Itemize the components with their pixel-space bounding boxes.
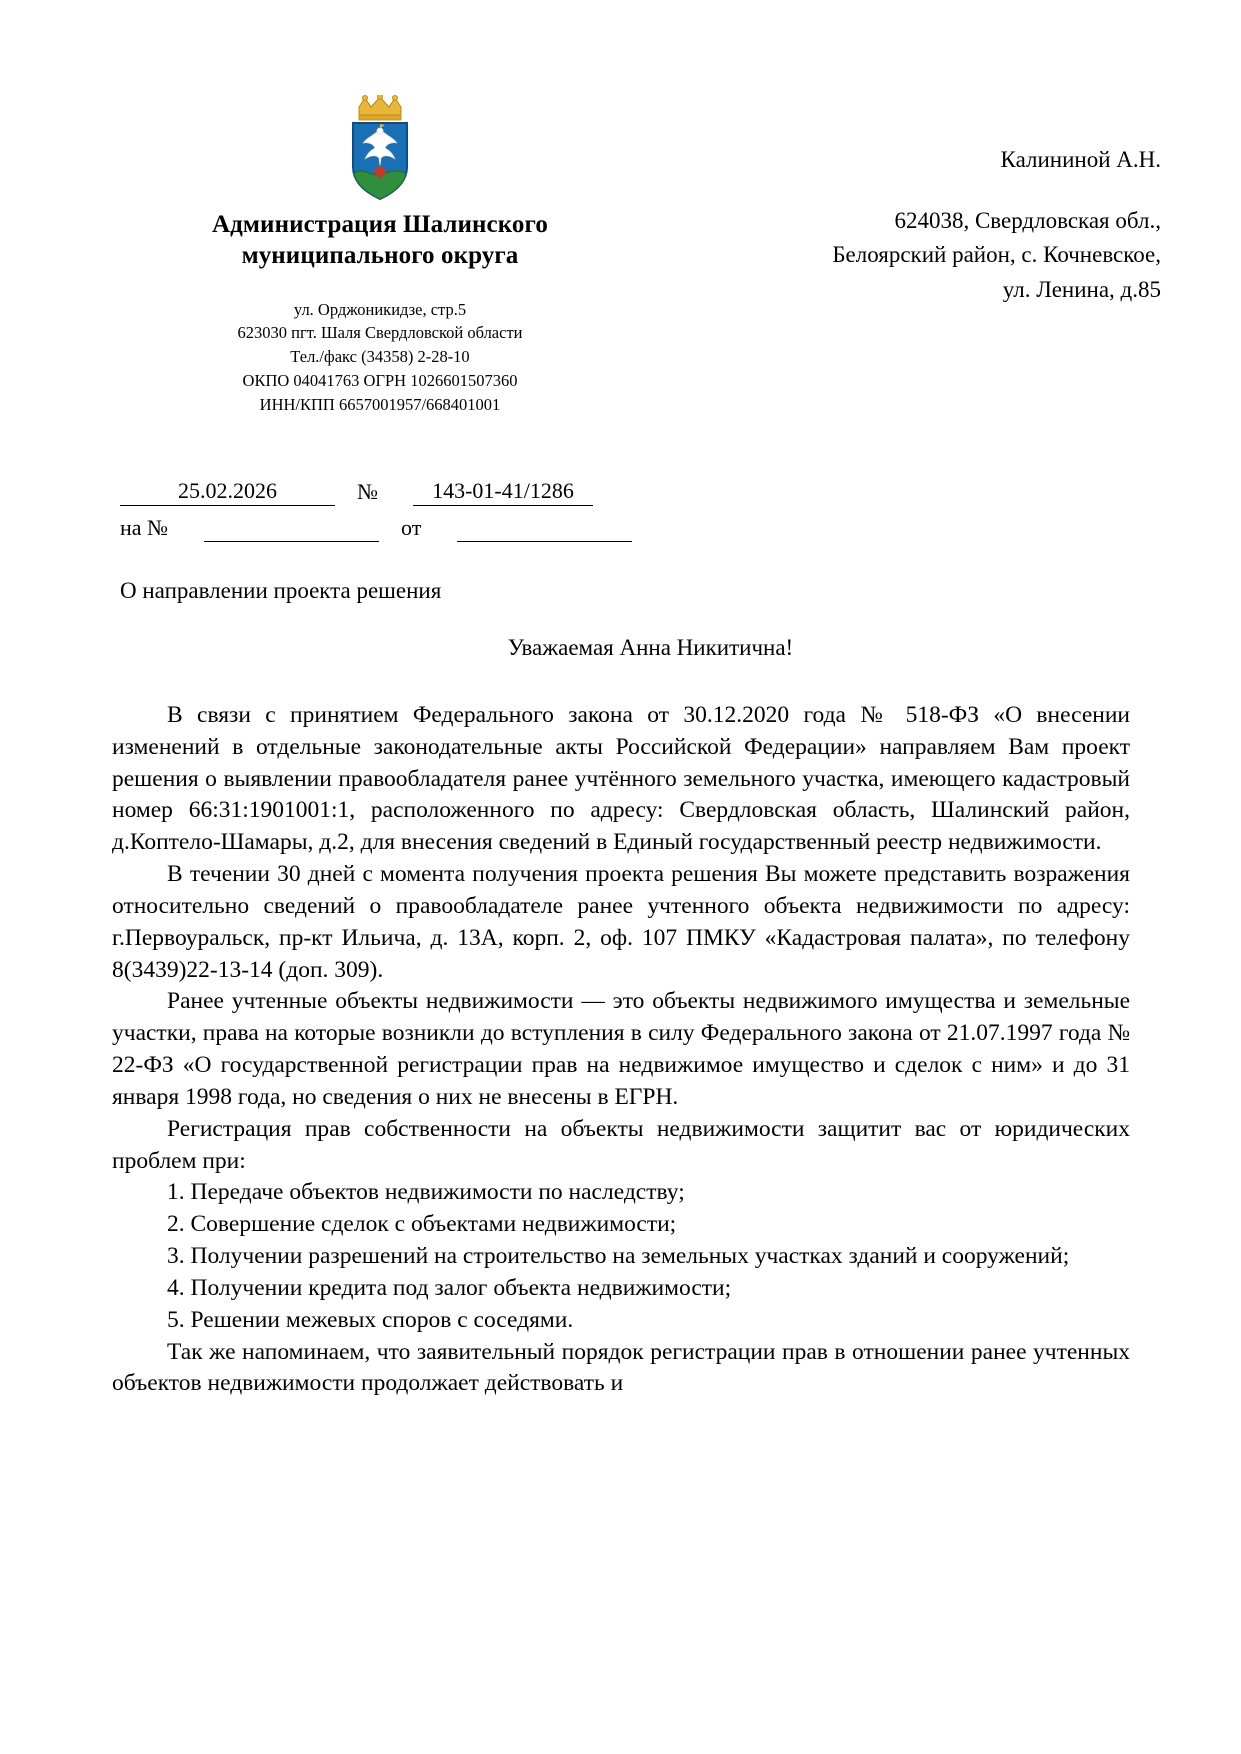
salutation: Уважаемая Анна Никитична! — [507, 635, 794, 660]
reference-block — [120, 470, 640, 542]
addressee-block — [640, 95, 1241, 307]
organization-address-line1: ул. Орджоникидзе, стр.5 — [293, 299, 467, 319]
addressee-address-line3: ул. Ленина, д.85 — [1002, 276, 1161, 302]
reference-from-label: от — [401, 515, 422, 540]
list-item: 5. Решении межевых споров с соседями. — [167, 1306, 574, 1333]
organization-inn-kpp: ИНН/КПП 6657001957/668401001 — [259, 395, 501, 415]
reference-incoming-label: на № — [120, 515, 169, 540]
reference-date: 25.02.2026 — [120, 477, 335, 506]
addressee-address — [640, 204, 1161, 308]
addressee-address-line1: 624038, Свердловская обл., — [894, 207, 1161, 233]
reference-incoming-value — [204, 513, 379, 542]
reference-row-outgoing — [120, 470, 640, 506]
organization-okpo-ogrn: ОКПО 04041763 ОГРН 1026601507360 — [242, 371, 518, 391]
list-item: 4. Получении кредита под залог объекта недвижимости; — [167, 1274, 732, 1301]
document-subject: О направлении проекта решения — [120, 578, 442, 603]
body-paragraph-4: Регистрация прав собственности на объекты недвижимости защитит вас от юридических проблем при: — [112, 1115, 1130, 1174]
body-paragraph-3: Ранее учтенные объекты недвижимости — это объекты недвижимого имущества и земельные участки, права на которые возникли до вступления в силу Федерального закона от 21.07.1997 года № 22-ФЗ «О государственной регистрации прав на недвижимое имущество и сделок с ним» и до 31 января 1998 года, но сведения о них не внесены в ЕГРН. — [112, 988, 1130, 1110]
organization-name — [120, 209, 640, 272]
list-item: 1. Передаче объектов недвижимости по наследству; — [167, 1179, 685, 1206]
body-closing-paragraph: Так же напоминаем, что заявительный порядок регистрации прав в отношении ранее учтенных объектов недвижимости продолжает действовать и — [112, 1338, 1130, 1397]
list-item: 2. Совершение сделок с объектами недвижимости; — [167, 1211, 677, 1238]
body-paragraph-1: В связи с принятием Федерального закона от 30.12.2020 года № 518-ФЗ «О внесении изменений в отдельные законодательные акты Российской Федерации» направляем Вам проект решения о выявлении правообладателя ранее учтённого земельного участка, имеющего кадастровый номер 66:31:1901001:1, расположенного по адресу: Свердловская область, Шалинский район, д.Коптело-Шамары, д.2, для внесения сведений в Единый государственный реестр недвижимости. — [112, 702, 1130, 856]
addressee-name: Калининой А.Н. — [1000, 147, 1161, 172]
organization-name-line1: Администрация Шалинского — [212, 211, 548, 238]
body-paragraph-2: В течении 30 дней с момента получения проекта решения Вы можете представить возражения относительно сведений о правообладателе ранее учтенного объекта недвижимости по адресу: г.Первоуральск, пр-кт Ильича, д. 13А, корп. 2, оф. 107 ПМКУ «Кадастровая палата», по телефону 8(3439)22-13-14 (доп. 309). — [112, 861, 1130, 983]
coat-of-arms-icon — [341, 95, 419, 203]
organization-phone: Тел./факс (34358) 2-28-10 — [290, 347, 470, 367]
reference-number-label: № — [357, 479, 378, 504]
list-item: 3. Получении разрешений на строительство на земельных участках зданий и сооружений; — [167, 1243, 1070, 1270]
reference-row-incoming — [120, 506, 640, 542]
reference-number: 143-01-41/1286 — [413, 477, 593, 506]
organization-name-line2: муниципального округа — [241, 242, 519, 270]
document-body — [112, 700, 1130, 1400]
organization-address-line2: 623030 пгт. Шаля Свердловской области — [237, 323, 523, 343]
letterhead-left — [0, 95, 640, 417]
organization-details — [120, 298, 640, 418]
addressee-address-line2: Белоярский район, с. Кочневское, — [832, 242, 1161, 267]
letterhead — [0, 95, 1241, 417]
reference-from-value — [457, 513, 632, 542]
